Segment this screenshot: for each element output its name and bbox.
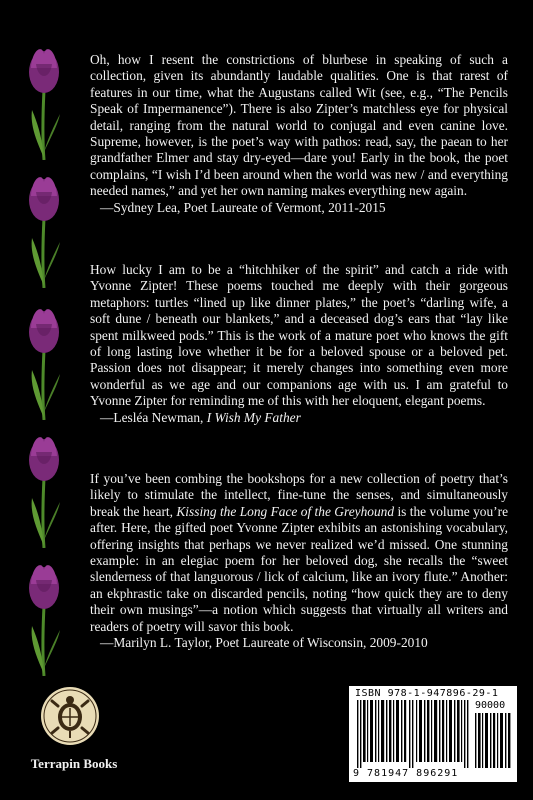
- price-barcode-icon: [475, 713, 511, 768]
- blurb-attribution: —Sydney Lea, Poet Laureate of Vermont, 2011-2015: [100, 199, 386, 215]
- attribution-name: —Lesléa Newman,: [100, 409, 207, 425]
- blurb-sydney-lea: [90, 52, 508, 216]
- blurb-attribution: [90, 410, 508, 426]
- isbn-text: ISBN 978-1-947896-29-1: [355, 688, 499, 699]
- blurb-marilyn-taylor: [90, 471, 508, 651]
- tulip-icon: [22, 428, 66, 548]
- tulip-icon: [22, 40, 66, 160]
- barcode-digits: 9 781947 896291: [353, 768, 459, 779]
- blurb-text: Oh, how I resent the constrictions of blurbese in speaking of such a collection, given its abundantly laudable qualities. One is that rarest of features in our time, what the Augustans called Wit (see, e.g., “The Pencils Speak of Impermanence”). There is also Zipter’s matchless eye for physical detail, ranging from the natural world to conjugal and even canine love. Supreme, however, is the poet’s way with pathos: read, say, the paean to her grandfather Elmer and stay dry-eyed—dare you! Early in the book, the poet complains, “I wish I’d been around when the world was new / and everything needed names,” and yet her own naming makes everything new again.: [90, 52, 508, 199]
- tulip-icon: [22, 556, 66, 676]
- price-code: 90000: [475, 700, 506, 711]
- blurb-attribution: —Marilyn L. Taylor, Poet Laureate of Wisconsin, 2009-2010: [100, 635, 428, 651]
- blurb-text: How lucky I am to be a “hitchhiker of the spirit” and catch a ride with Yvonne Zipter! These poems touched me deeply with their gorgeous metaphors: turtles “lined up like dinner plates,” the poet’s “darling wife, a soft dune / beneath our blankets,” and a deceased dog’s ears that “lay like spent milkweed pods.” This is the work of a mature poet who knows the gift of long lasting love whether it be for a beloved spouse or a beloved pet. Passion does not disappear; it merely changes into something even more wonderful as we age and our companions age with us. I am grateful to Yvonne Zipter for reminding me of this with her eloquent, elegant poems.: [90, 262, 508, 409]
- tulip-icon: [22, 300, 66, 420]
- attribution-book-title: I Wish My Father: [206, 409, 301, 425]
- tulip-icon: [22, 168, 66, 288]
- publisher-name: Terrapin Books: [30, 756, 118, 771]
- blurb-text-before: If you’ve been combing the bookshops for a new collection of poetry that’s likely to stimulate the intellect, fine-tune the senses, and simultaneously break the heart,: [90, 471, 508, 519]
- turtle-logo-icon: [40, 686, 100, 746]
- blurb-text-after: is the volume you’re after. Here, the gifted poet Yvonne Zipter exhibits an astonishing vocabulary, offering insights that perhaps we never realized we’d missed. One stunning example: in an elegiac poem for her beloved dog, she recalls the “sweet slenderness of that languorous / lick of calcium, like an ivory flute.” Another: an ekphrastic take on discarded pencils, noting “how quick they are to deny their own musings”—a notion which suggests that virtually all writers and readers of poetry will savor this book.: [90, 503, 509, 634]
- blurb-leslea-newman: [90, 262, 508, 426]
- book-title: Kissing the Long Face of the Greyhound: [176, 503, 395, 519]
- barcode-icon: [357, 700, 471, 768]
- barcode-box: [349, 686, 517, 782]
- blurb-text: [90, 471, 508, 635]
